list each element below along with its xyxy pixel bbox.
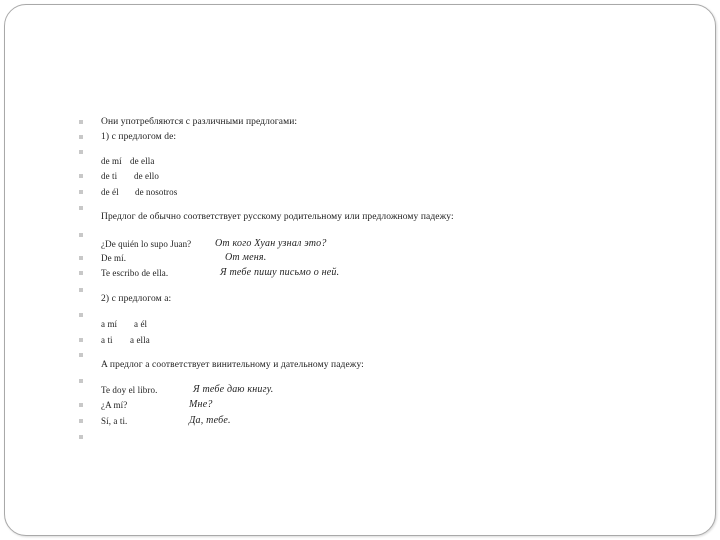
bullet-icon (79, 338, 83, 342)
list-item (0, 399, 720, 413)
bullet-icon (79, 190, 83, 194)
bullet-icon (79, 379, 83, 383)
bullet-icon (79, 174, 83, 178)
list-item (0, 238, 720, 252)
bullet-icon (79, 353, 83, 357)
section-heading-a: 2) с предлогом a: (101, 294, 172, 304)
note-text: Предлог de обычно соответствует русскому родительному или предложному падежу: (101, 212, 454, 222)
russian-translation: Я тебе даю книгу. (193, 384, 274, 395)
intro-text: Они употребляются с различными предлогами: (101, 117, 298, 127)
russian-translation: Я тебе пишу письмо о ней. (220, 267, 340, 278)
list-item (0, 211, 720, 225)
spanish-example: De mí. (101, 253, 127, 263)
spanish-example: ¿A mí? (101, 400, 128, 410)
example-text: de ella (130, 156, 155, 166)
example-text: de mí (101, 156, 122, 166)
list-item (0, 415, 720, 429)
bullet-icon (79, 233, 83, 237)
list-item (0, 252, 720, 266)
example-text: a él (134, 319, 148, 329)
bullet-icon (79, 135, 83, 139)
bullet-icon (79, 120, 83, 124)
bullet-icon (79, 288, 83, 292)
list-item (0, 318, 720, 332)
russian-translation: Мне? (189, 399, 213, 410)
example-text: a ti (101, 335, 113, 345)
list-item (0, 116, 720, 130)
spanish-example: Sí, a ti. (101, 416, 128, 426)
bullet-icon (79, 150, 83, 154)
list-item (0, 186, 720, 200)
list-item (0, 155, 720, 169)
spanish-example: Te escribo de ella. (101, 268, 169, 278)
russian-translation: От кого Хуан узнал это? (215, 238, 327, 249)
russian-translation: Да, тебе. (189, 415, 231, 426)
example-text: a mí (101, 319, 118, 329)
bullet-icon (79, 271, 83, 275)
bullet-icon (79, 419, 83, 423)
bullet-icon (79, 435, 83, 439)
spanish-example: ¿De quién lo supo Juan? (101, 239, 192, 249)
list-item (0, 170, 720, 184)
russian-translation: От меня. (225, 252, 267, 263)
note-text: A предлог a соответствует винительному и дательному падежу: (101, 360, 364, 370)
list-item (0, 431, 720, 445)
list-item (0, 359, 720, 373)
bullet-icon (79, 206, 83, 210)
list-item (0, 334, 720, 348)
list-item (0, 384, 720, 398)
example-text: de ello (134, 171, 159, 181)
list-item (0, 131, 720, 145)
example-text: de nosotros (135, 187, 178, 197)
example-text: de ti (101, 171, 118, 181)
example-text: a ella (130, 335, 150, 345)
list-item (0, 293, 720, 307)
bullet-icon (79, 256, 83, 260)
example-text: de él (101, 187, 119, 197)
section-heading-de: 1) с предлогом de: (101, 132, 177, 142)
bullet-icon (79, 313, 83, 317)
bullet-icon (79, 403, 83, 407)
spanish-example: Te doy el libro. (101, 385, 158, 395)
list-item (0, 267, 720, 281)
